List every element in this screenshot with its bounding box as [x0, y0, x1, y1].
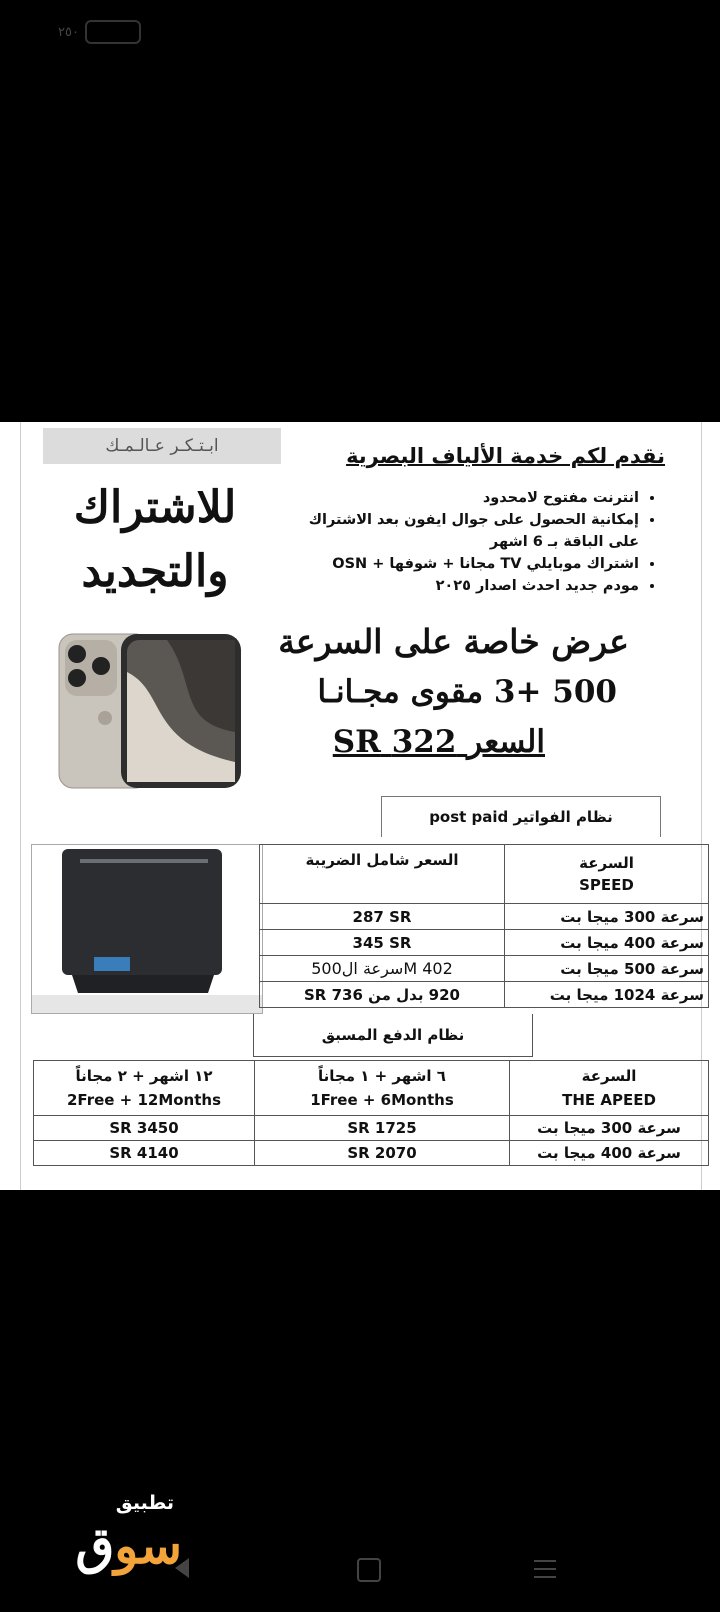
header-6m-en: 1Free + 6Months: [310, 1091, 454, 1109]
logo-big-text: [75, 1516, 182, 1575]
subscribe-line-2: والتجديد: [81, 546, 229, 597]
offer-line-2: 500 +3 مقوى مجـانـا: [317, 674, 617, 710]
speed-cell: سرعة 400 ميجا بت: [510, 1141, 709, 1166]
brand-tagline: ابـتـكـر عـالـمـك: [43, 428, 281, 464]
header-speed-cell: [510, 1061, 709, 1116]
feature-item: • اشتراك موبايلي TV مجانا + شوفها + OSN: [259, 554, 639, 575]
feature-item: • مودم جديد احدث اصدار ٢٠٢٥: [259, 576, 639, 597]
header-speed-ar: السرعة: [581, 1067, 637, 1085]
price-cell: 287 SR: [260, 904, 505, 930]
prepaid-title: نظام الدفع المسبق: [253, 1014, 533, 1057]
feature-list: [259, 488, 657, 598]
postpaid-title: نظام الفواتير post paid: [381, 796, 661, 837]
logo-small-text: تطبيق: [115, 1492, 174, 1514]
recent-apps-icon[interactable]: [534, 1560, 556, 1578]
subscribe-renew-title: [55, 476, 255, 604]
speed-cell: سرعة 300 ميجا بت: [505, 904, 709, 930]
table-row: [260, 956, 709, 982]
offer-line-1: عرض خاصة على السرعة: [278, 622, 629, 661]
offer-price: [333, 724, 545, 760]
feature-item: • إمكانية الحصول على جوال ايفون بعد الاشتراك: [259, 510, 639, 531]
price-cell: 345 SR: [260, 930, 505, 956]
subscribe-line-1: للاشتراك: [73, 482, 237, 533]
price-value: 322 SR: [332, 724, 457, 760]
speed-cell: سرعة 400 ميجا بت: [505, 930, 709, 956]
flyer-headline: نقدم لكم خدمة الألياف البصرية: [346, 444, 665, 468]
feature-item: على الباقة بـ 6 اشهر: [489, 534, 639, 550]
battery-icon: [85, 20, 141, 44]
six-month-price: SR 1725: [255, 1116, 510, 1141]
speed-cell: سرعة 300 ميجا بت: [510, 1116, 709, 1141]
prepaid-table: [33, 1060, 709, 1166]
header-6m-ar: ٦ اشهر + ١ مجاناً: [318, 1067, 446, 1085]
table-row: [260, 904, 709, 930]
twelve-month-price: SR 4140: [34, 1141, 255, 1166]
price-cell: سرعة ال500M 402: [260, 956, 505, 982]
status-bar: [58, 18, 141, 46]
souq-app-logo: [26, 1492, 186, 1592]
header-speed-en: THE APEED: [562, 1091, 656, 1109]
speed-cell: سرعة 500 ميجا بت: [505, 956, 709, 982]
postpaid-table: [259, 844, 709, 1008]
price-cell: 920 بدل من 736 SR: [260, 982, 505, 1008]
header-speed-cell: [505, 845, 709, 904]
header-12m-ar: ١٢ اشهر + ٢ مجاناً: [75, 1067, 213, 1085]
header-speed-ar: السرعة: [579, 854, 634, 872]
table-row: [34, 1141, 709, 1166]
header-speed-en: SPEED: [579, 876, 634, 894]
speed-cell: سرعة 1024 ميجا بت: [505, 982, 709, 1008]
home-icon[interactable]: [357, 1558, 381, 1582]
twelve-month-price: SR 3450: [34, 1116, 255, 1141]
modem-image: [31, 844, 263, 1014]
feature-item: • انترنت مفتوح لامحدود: [259, 488, 639, 509]
six-month-price: SR 2070: [255, 1141, 510, 1166]
price-label: السعر: [467, 724, 545, 760]
table-header-row: [260, 845, 709, 904]
header-12m-en: 2Free + 12Months: [66, 1091, 222, 1109]
table-header-row: [34, 1061, 709, 1116]
offer-flyer-image: [0, 422, 720, 1190]
header-12m-cell: [34, 1061, 255, 1116]
header-price-cell: [260, 845, 505, 904]
table-row: [34, 1116, 709, 1141]
table-row: [260, 982, 709, 1008]
table-row: [260, 930, 709, 956]
status-indicator-text: ٢٥٠: [58, 24, 79, 40]
header-6m-cell: [255, 1061, 510, 1116]
iphone-image: [57, 632, 243, 790]
logo-main-text: ق: [75, 1516, 115, 1575]
flyer-content: [20, 422, 702, 1190]
back-icon[interactable]: [175, 1558, 189, 1578]
header-price: السعر شامل الضريبة: [305, 851, 459, 869]
logo-accent-text: سو: [114, 1516, 182, 1575]
